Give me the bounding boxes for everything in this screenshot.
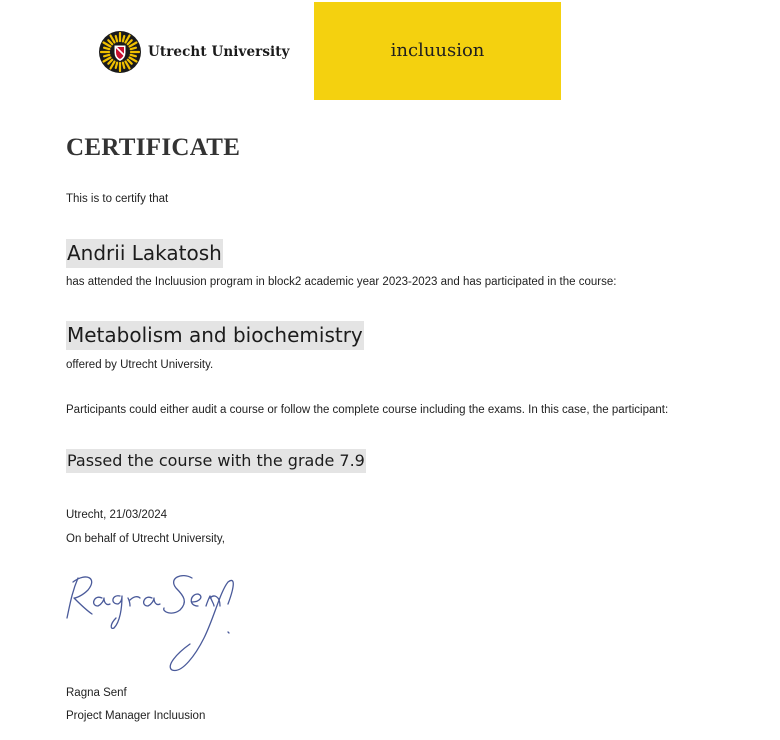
recipient-name: Andrii Lakatosh: [66, 239, 223, 268]
intro-text: This is to certify that: [66, 193, 169, 205]
program-name: incluusion: [390, 40, 485, 61]
offered-by-text: offered by Utrecht University.: [66, 359, 214, 371]
utrecht-university-logo: [98, 29, 290, 75]
signatory-role: Project Manager Incluusion: [66, 710, 206, 722]
sun-seal-icon: [98, 30, 142, 74]
on-behalf-text: On behalf of Utrecht University,: [66, 533, 225, 545]
university-name: Utrecht University: [148, 44, 290, 60]
attendance-text: has attended the Incluusion program in block2 academic year 2023-2023 and has participated in the course:: [66, 276, 617, 288]
course-name: Metabolism and biochemistry: [66, 321, 364, 350]
incluusion-logo: [314, 2, 561, 100]
course-result: Passed the course with the grade 7.9: [66, 449, 366, 473]
certificate-title: CERTIFICATE: [66, 134, 241, 161]
handwritten-signature: [64, 568, 239, 680]
participation-text: Participants could either audit a course or follow the complete course including the exams. In this case, the participant:: [66, 404, 669, 416]
signatory-name: Ragna Senf: [66, 687, 127, 699]
place-date: Utrecht, 21/03/2024: [66, 509, 168, 521]
